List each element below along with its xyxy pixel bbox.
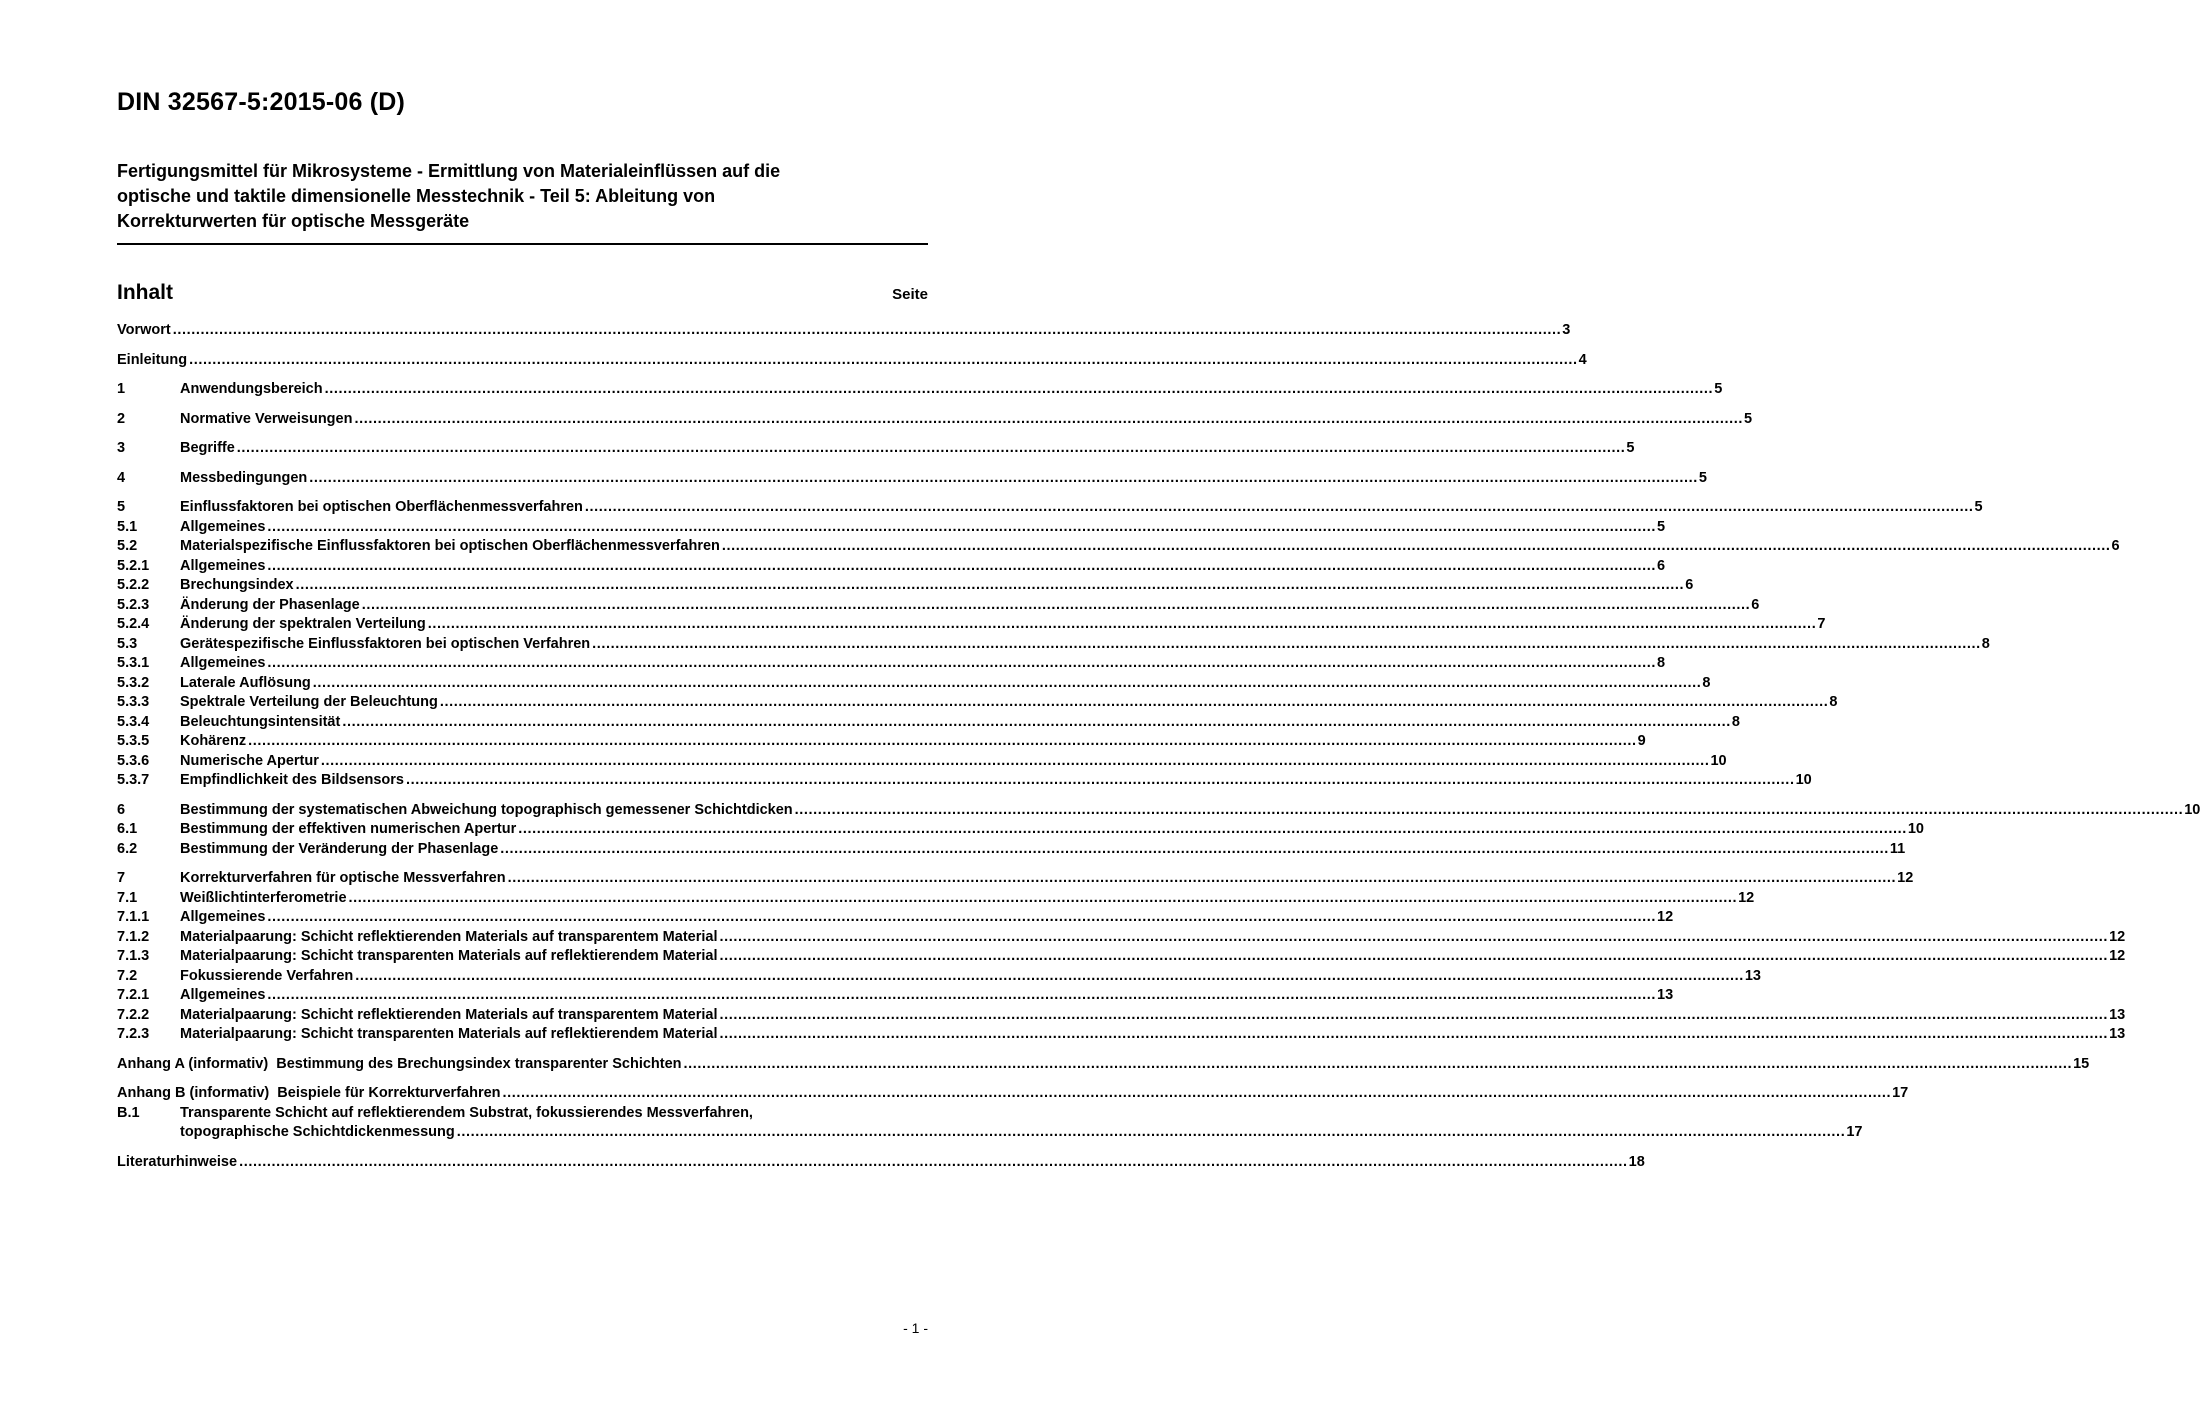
- toc-entry-page: 4: [1578, 351, 1587, 368]
- dot-leader: [349, 889, 1738, 909]
- toc-entry: [117, 439, 1635, 459]
- toc-entry: [117, 596, 1760, 616]
- toc-entry-page: 6: [1685, 577, 1694, 593]
- toc-entry-page: 12: [1897, 870, 1914, 886]
- toc-entry-page: 12: [2109, 928, 2126, 945]
- toc-entry-label: Vorwort: [117, 322, 171, 338]
- table-of-contents: [117, 321, 2200, 1172]
- dot-leader: [508, 869, 1897, 889]
- toc-entry-label: Materialpaarung: Schicht reflektierenden Materials auf transparentem Material: [180, 1006, 718, 1023]
- toc-entry-number: 7.2: [117, 967, 138, 984]
- dot-leader: [585, 498, 1974, 518]
- toc-entry-label: Begriffe: [180, 440, 235, 456]
- toc-entry-label: Fokussierende Verfahren: [180, 967, 354, 984]
- toc-entry-number: 5: [117, 499, 126, 515]
- toc-entry-page: 17: [1846, 1124, 1863, 1140]
- toc-entry-label: Allgemeines: [180, 557, 266, 574]
- dot-leader: [267, 557, 1656, 577]
- toc-entry-page: 10: [1907, 821, 1924, 837]
- toc-entry: [117, 557, 1666, 577]
- toc-entry-number: 2: [117, 410, 126, 427]
- dot-leader: [354, 410, 1743, 430]
- toc-entry-page: 10: [1710, 752, 1727, 769]
- toc-entry: [117, 693, 1838, 713]
- toc-entry-number: B.1: [117, 1104, 140, 1121]
- toc-entry-page: 13: [1657, 987, 1674, 1003]
- toc-entry: [117, 410, 1753, 430]
- toc-entry-page: 12: [2109, 948, 2126, 964]
- toc-entry-number: 5.2.1: [117, 557, 150, 574]
- dot-leader: [518, 820, 1907, 840]
- dot-leader: [503, 1084, 1892, 1104]
- toc-entry-page: 8: [1702, 674, 1711, 691]
- dot-leader: [428, 615, 1817, 635]
- toc-entry-number: 7.1.2: [117, 928, 150, 945]
- toc-entry-page: 15: [2073, 1055, 2090, 1072]
- toc-entry-number: 5.3.5: [117, 733, 150, 749]
- toc-entry: [117, 889, 1755, 909]
- toc-entry: [117, 1025, 2126, 1045]
- toc-entry: [117, 967, 1761, 987]
- toc-entry-number: 7.2.2: [117, 1006, 150, 1023]
- toc-entry-page: 13: [2109, 1026, 2126, 1042]
- toc-entry: [117, 908, 1674, 928]
- toc-entry-label: Materialpaarung: Schicht transparenten Materials auf reflektierendem Material: [180, 1026, 718, 1042]
- toc-entry: [117, 1084, 1909, 1104]
- toc-entry-number: 1: [117, 381, 126, 397]
- toc-entry-page: 5: [1698, 469, 1707, 486]
- toc-entry: [117, 840, 1906, 860]
- toc-entry-label: Einflussfaktoren bei optischen Oberflächenmessverfahren: [180, 499, 583, 515]
- contents-heading: Inhalt: [117, 281, 173, 304]
- toc-entry-number: 7: [117, 870, 126, 886]
- toc-entry: [117, 713, 1740, 733]
- toc-entry-label: Laterale Auflösung: [180, 674, 311, 691]
- dot-leader: [173, 321, 1562, 341]
- toc-entry: [117, 1153, 1645, 1173]
- page-column-heading: Seite: [892, 286, 928, 303]
- doc-number: DIN 32567-5:2015-06 (D): [117, 88, 406, 116]
- toc-entry: [117, 469, 1707, 489]
- toc-entry-number: 5.3.3: [117, 694, 150, 710]
- toc-entry-label: Anhang A (informativ) Bestimmung des Brechungsindex transparenter Schichten: [117, 1055, 682, 1072]
- toc-entry-label: Transparente Schicht auf reflektierendem Substrat, fokussierendes Messverfahren,: [180, 1104, 753, 1121]
- toc-entry-page: 9: [1637, 733, 1646, 749]
- toc-entry-page: 5: [1657, 518, 1666, 535]
- toc-entry-label: Spektrale Verteilung der Beleuchtung: [180, 694, 438, 710]
- toc-entry-page: 17: [1892, 1085, 1909, 1101]
- toc-entry-label: topographische Schichtdickenmessung: [180, 1124, 455, 1140]
- dot-leader: [309, 469, 1698, 489]
- dot-leader: [719, 947, 2108, 967]
- toc-entry-page: 11: [1889, 840, 1906, 857]
- toc-entry-number: 7.2.3: [117, 1026, 150, 1042]
- toc-entry-number: 5.1: [117, 518, 138, 535]
- toc-entry: [117, 801, 2200, 821]
- toc-entry: [117, 537, 2120, 557]
- toc-entry: [117, 1104, 1863, 1143]
- toc-entry: [117, 351, 1587, 371]
- toc-entry-label: Weißlichtinterferometrie: [180, 889, 347, 906]
- toc-entry-label: Kohärenz: [180, 733, 247, 749]
- toc-entry: [117, 380, 1723, 400]
- dot-leader: [267, 518, 1656, 538]
- dot-leader: [719, 928, 2108, 948]
- toc-entry-number: 5.2: [117, 538, 138, 554]
- toc-entry: [117, 654, 1666, 674]
- dot-leader: [719, 1006, 2108, 1026]
- toc-entry-number: 6.2: [117, 840, 138, 857]
- toc-entry-label: Allgemeines: [180, 987, 266, 1003]
- toc-entry-page: 5: [1714, 381, 1723, 397]
- toc-entry: [117, 752, 1727, 772]
- toc-entry: [117, 518, 1666, 538]
- toc-entry: [117, 674, 1711, 694]
- dot-leader: [321, 752, 1710, 772]
- dot-leader: [342, 713, 1731, 733]
- toc-entry-page: 10: [2184, 801, 2200, 818]
- dot-leader: [296, 576, 1685, 596]
- toc-entry-page: 8: [1981, 635, 1990, 652]
- toc-entry-label: Einleitung: [117, 351, 188, 368]
- toc-entry-page: 10: [1795, 772, 1812, 788]
- toc-entry: [117, 498, 1983, 518]
- dot-leader: [684, 1055, 2073, 1075]
- toc-entry-number: 6: [117, 801, 126, 818]
- dot-leader: [457, 1123, 1846, 1143]
- toc-entry-number: 5.3.2: [117, 674, 150, 691]
- toc-entry-number: 7.1: [117, 889, 138, 906]
- toc-entry-label: Gerätespezifische Einflussfaktoren bei optischen Verfahren: [180, 635, 591, 652]
- toc-entry-page: 12: [1738, 889, 1755, 906]
- dot-leader: [267, 908, 1656, 928]
- toc-entry-page: 18: [1628, 1153, 1645, 1170]
- toc-entry-label: Beleuchtungsintensität: [180, 713, 341, 730]
- toc-entry-label: Materialspezifische Einflussfaktoren bei optischen Oberflächenmessverfahren: [180, 538, 720, 554]
- toc-entry-page: 6: [2111, 538, 2120, 554]
- toc-entry-page: 6: [1657, 557, 1666, 574]
- toc-entry: [117, 321, 1571, 341]
- toc-entry-page: 8: [1731, 713, 1740, 730]
- toc-entry: [117, 732, 1646, 752]
- toc-entry: [117, 1006, 2126, 1026]
- footer-page-number: - 1 -: [903, 1320, 928, 1336]
- toc-entry-number: 6.1: [117, 821, 138, 837]
- toc-entry-label: Numerische Apertur: [180, 752, 319, 769]
- toc-entry-page: 5: [1974, 499, 1983, 515]
- toc-entry-number: 4: [117, 469, 126, 486]
- dot-leader: [500, 840, 1889, 860]
- toc-entry-page: 3: [1562, 322, 1571, 338]
- toc-entry-label: Bestimmung der effektiven numerischen Apertur: [180, 821, 517, 837]
- toc-entry-label: Änderung der Phasenlage: [180, 596, 360, 613]
- toc-entry-page: 13: [1744, 967, 1761, 984]
- dot-leader: [406, 771, 1795, 791]
- toc-entry-page: 7: [1817, 616, 1826, 632]
- dot-leader: [719, 1025, 2108, 1045]
- toc-entry-label: Materialpaarung: Schicht reflektierenden Materials auf transparentem Material: [180, 928, 718, 945]
- toc-entry-label: Änderung der spektralen Verteilung: [180, 616, 426, 632]
- dot-leader: [722, 537, 2111, 557]
- toc-entry: [117, 615, 1826, 635]
- toc-entry-number: 7.1.3: [117, 948, 150, 964]
- toc-entry-number: 5.3.7: [117, 772, 150, 788]
- toc-entry-label: Bestimmung der systematischen Abweichung topographisch gemessener Schichtdicken: [180, 801, 793, 818]
- toc-entry-number: 5.2.2: [117, 577, 150, 593]
- toc-entry: [117, 771, 1812, 791]
- toc-entry-number: 3: [117, 440, 126, 456]
- dot-leader: [313, 674, 1702, 694]
- toc-entry: [117, 576, 1694, 596]
- toc-entry-number: 5.3.4: [117, 713, 150, 730]
- toc-entry: [117, 986, 1674, 1006]
- dot-leader: [267, 654, 1656, 674]
- toc-entry-page: 5: [1626, 440, 1635, 456]
- toc-entry: [117, 947, 2126, 967]
- toc-entry-label: Allgemeines: [180, 518, 266, 535]
- doc-title-line: Korrekturwerten für optische Messgeräte: [117, 211, 470, 231]
- toc-entry-page: 5: [1744, 410, 1753, 427]
- dot-leader: [440, 693, 1829, 713]
- toc-entry-label: Materialpaarung: Schicht transparenten Materials auf reflektierendem Material: [180, 948, 718, 964]
- toc-entry-label: Anwendungsbereich: [180, 381, 323, 397]
- toc-entry-label: Literaturhinweise: [117, 1153, 238, 1170]
- toc-entry-number: 5.3.1: [117, 655, 150, 671]
- toc-entry-label: Allgemeines: [180, 655, 266, 671]
- toc-entry-page: 8: [1829, 694, 1838, 710]
- toc-entry: [117, 1055, 2090, 1075]
- toc-entry-page: 13: [2109, 1006, 2126, 1023]
- toc-entry-label: Empfindlichkeit des Bildsensors: [180, 772, 404, 788]
- dot-leader: [267, 986, 1656, 1006]
- toc-entry-label: Brechungsindex: [180, 577, 294, 593]
- toc-entry-number: 5.2.4: [117, 616, 150, 632]
- toc-entry: [117, 869, 1914, 889]
- toc-entry-number: 5.2.3: [117, 596, 150, 613]
- toc-entry-label: Normative Verweisungen: [180, 410, 353, 427]
- contents-header: [117, 281, 928, 305]
- toc-entry: [117, 820, 1924, 840]
- doc-title: [117, 159, 928, 245]
- toc-entry-label: Bestimmung der Veränderung der Phasenlage: [180, 840, 499, 857]
- toc-entry: [117, 928, 2126, 948]
- doc-title-line: optische und taktile dimensionelle Messtechnik - Teil 5: Ableitung von: [117, 186, 716, 206]
- dot-leader: [239, 1153, 1628, 1173]
- toc-entry-label: Anhang B (informativ) Beispiele für Korrekturverfahren: [117, 1085, 501, 1101]
- toc-entry-label: Korrekturverfahren für optische Messverfahren: [180, 870, 506, 886]
- toc-entry-page: 8: [1657, 655, 1666, 671]
- dot-leader: [248, 732, 1637, 752]
- dot-leader: [237, 439, 1626, 459]
- toc-entry-page: 12: [1657, 909, 1674, 925]
- toc-entry-number: 5.3.6: [117, 752, 150, 769]
- dot-leader: [362, 596, 1751, 616]
- toc-entry-number: 5.3: [117, 635, 138, 652]
- dot-leader: [592, 635, 1981, 655]
- toc-entry-multiline: [180, 1104, 1862, 1143]
- toc-entry-number: 7.2.1: [117, 987, 150, 1003]
- dot-leader: [355, 967, 1744, 987]
- dot-leader: [795, 801, 2184, 821]
- dot-leader: [325, 380, 1714, 400]
- toc-entry-label: Allgemeines: [180, 909, 266, 925]
- dot-leader: [189, 351, 1578, 371]
- toc-entry: [117, 635, 1990, 655]
- toc-entry-number: 7.1.1: [117, 909, 150, 925]
- toc-entry-page: 6: [1751, 596, 1760, 613]
- toc-entry-label: Messbedingungen: [180, 469, 308, 486]
- doc-title-line: Fertigungsmittel für Mikrosysteme - Ermittlung von Materialeinflüssen auf die: [117, 161, 781, 181]
